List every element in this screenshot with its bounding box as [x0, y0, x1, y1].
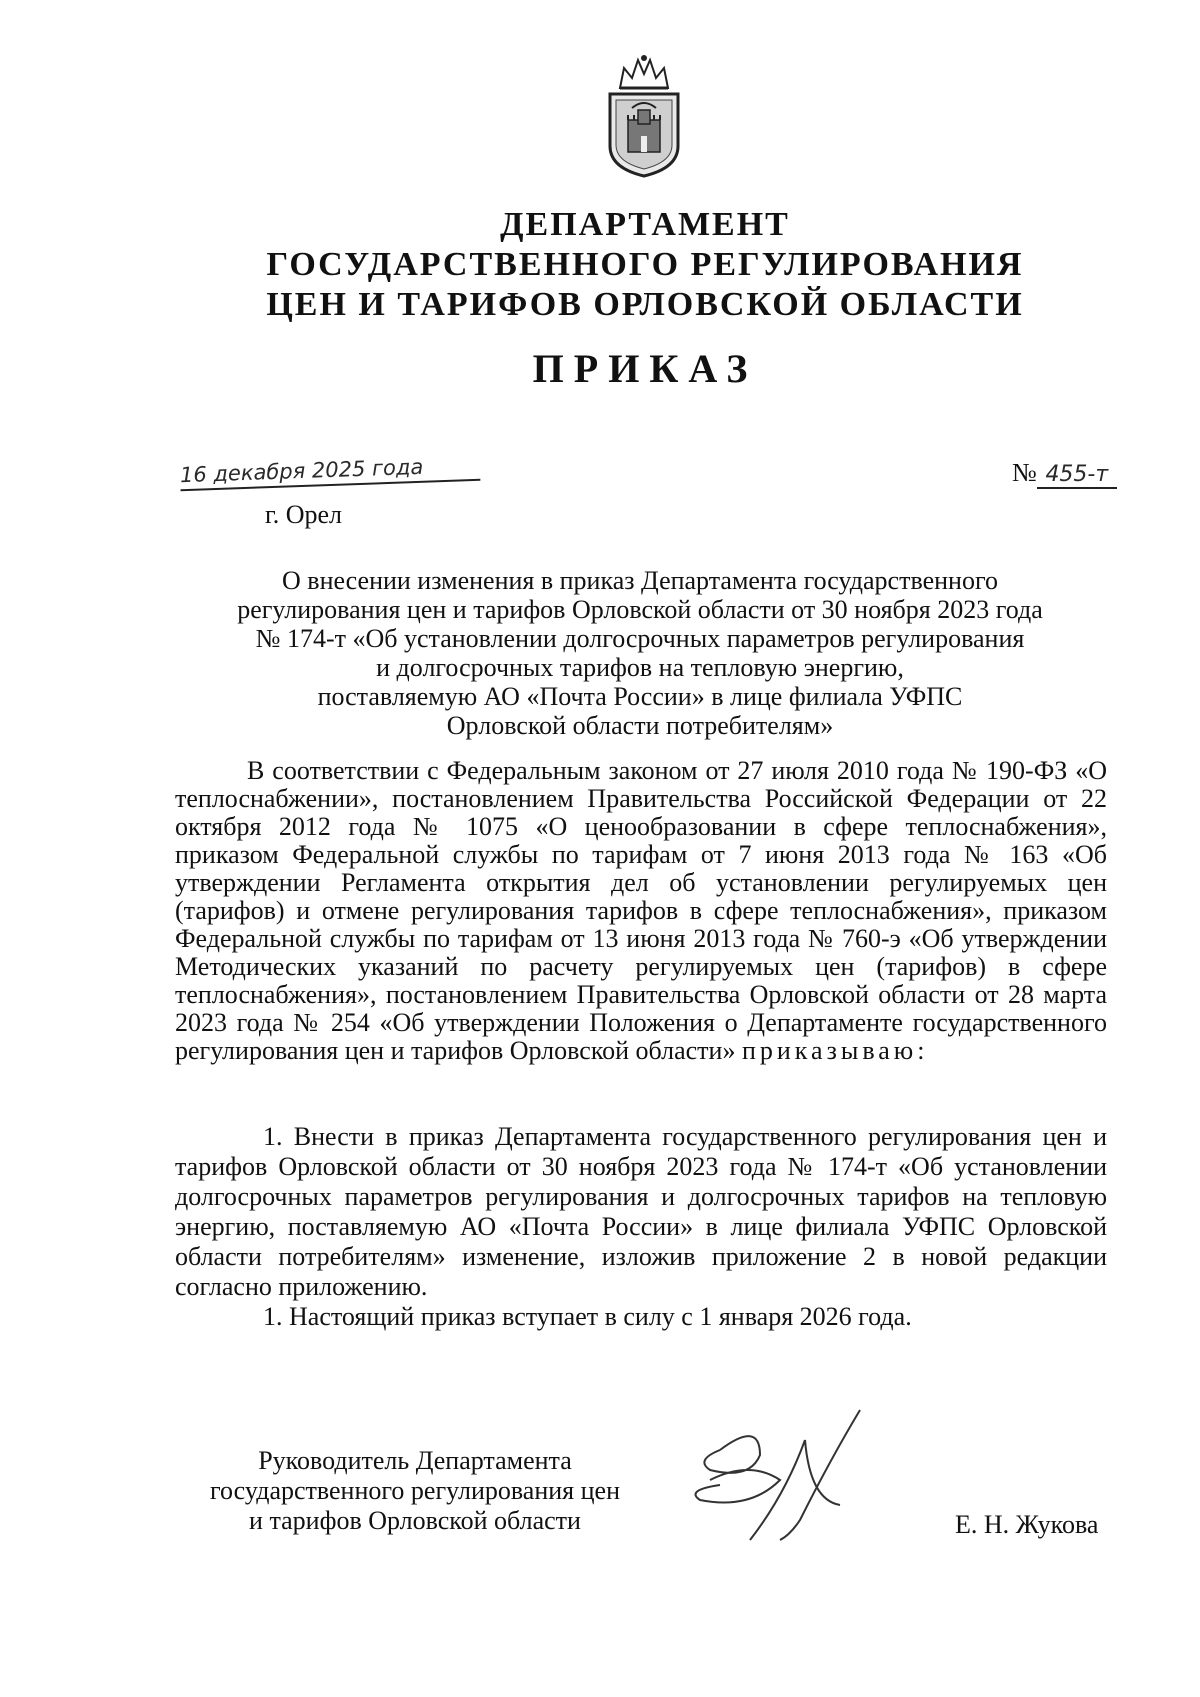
order-number [1012, 458, 1117, 489]
position-line-3: и тарифов Орловской области [249, 1506, 581, 1535]
signatory-position [180, 1446, 650, 1536]
number-value: 455-т [1037, 462, 1117, 489]
orders-word: приказываю: [741, 1036, 929, 1065]
department-name [0, 205, 1200, 325]
order-title: ПРИКАЗ [532, 346, 758, 391]
number-label: № [1012, 458, 1037, 487]
order-items [175, 1122, 1107, 1332]
order-item-2: 1. Настоящий приказ вступает в силу с 1 января 2026 года. [263, 1302, 912, 1331]
subject-line-4: и долгосрочных тарифов на тепловую энергию, [376, 653, 904, 682]
preamble-paragraph [175, 757, 1107, 1065]
order-item-1: 1. Внести в приказ Департамента государственного регулирования цен и тарифов Орловской области от 30 ноября 2023 года № 174-т «Об установлении долгосрочных параметров регулирования и долгосрочных тарифов на тепловую энергию, поставляемую АО «Почта России» в лице филиала УФПС Орловской области потребителям» изменение, изложив приложение 2 в новой редакции согласно приложению. [175, 1122, 1107, 1301]
order-subject [170, 566, 1110, 740]
handwritten-signature [690, 1400, 890, 1550]
subject-line-6: Орловской области потребителям» [446, 711, 834, 740]
subject-line-2: регулирования цен и тарифов Орловской области от 30 ноября 2023 года [237, 595, 1043, 624]
department-line-1: ДЕПАРТАМЕНТ [500, 206, 790, 243]
preamble-text: В соответствии с Федеральным законом от 27 июля 2010 года № 190-ФЗ «О теплоснабжении», постановлением Правительства Российской Федерации от 22 октября 2012 года № 1075 «О ценообразовании в сфере теплоснабжения», приказом Федеральной службы по тарифам от 7 июня 2013 года № 163 «Об утверждении Регламента открытия дел об установлении регулируемых цен (тарифов) и отмене регулирования тарифов в сфере теплоснабжения», приказом Федеральной службы по тарифам от 13 июня 2013 года № 760-э «Об утверждении Методических указаний по расчету регулируемых цен (тарифов) в сфере теплоснабжения», постановлением Правительства Орловской области от 28 марта 2023 года № 254 «Об утверждении Положения о Департаменте государственного регулирования цен и тарифов Орловской области» [175, 756, 1107, 1065]
department-line-3: ЦЕН И ТАРИФОВ ОРЛОВСКОЙ ОБЛАСТИ [266, 286, 1024, 323]
department-line-2: ГОСУДАРСТВЕННОГО РЕГУЛИРОВАНИЯ [266, 246, 1024, 283]
position-line-2: государственного регулирования цен [210, 1476, 620, 1505]
subject-line-1: О внесении изменения в приказ Департамента государственного [282, 566, 998, 595]
subject-line-5: поставляемую АО «Почта России» в лице филиала УФПС [317, 682, 963, 711]
subject-line-3: № 174-т «Об установлении долгосрочных параметров регулирования [255, 624, 1025, 653]
preamble [175, 757, 1107, 1065]
city: г. Орел [265, 500, 343, 529]
signer-name: Е. Н. Жукова [955, 1510, 1099, 1539]
oryol-region-coat-of-arms-icon [598, 50, 690, 180]
order-date: 16 декабря 2025 года [180, 453, 481, 491]
position-line-1: Руководитель Департамента [258, 1446, 572, 1475]
